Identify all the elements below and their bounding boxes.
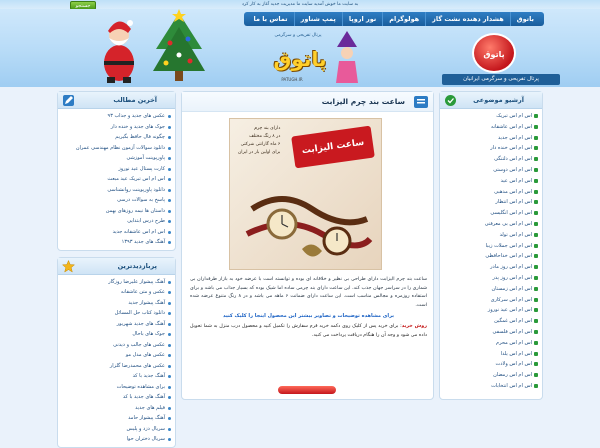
recent-posts-list: [58, 109, 175, 250]
post-text: ساعت بند چرم الیزابت دارای طراحی بی نظیر و خلاقانه ای بوده و توانسته است با عرضه خود به بازار طرفداران بی شماری را در سراسر جهان جذب کند. این ساعت دارای بند چرمی ساده اما شیک بوده که بسیار جذاب می باشد و برای استفاده روزمره و مجالس مناسب است. این ساعت دارای ضمانت ۶ ماهه می باشد و در ۸ رنگ متنوع عرضه شده است.: [190, 277, 427, 308]
list-item[interactable]: اس ام اس سرکاری: [444, 295, 538, 306]
product-features: دارای بند چرم در ۸ رنگ مختلف ۶ ماه گارانتی شرکتی برای اولین بار در ایران: [238, 126, 281, 155]
post-body: [190, 276, 427, 340]
star-icon: [62, 260, 75, 273]
santa-icon: [98, 11, 140, 85]
logo-badge: پاتوق: [472, 33, 516, 73]
list-item[interactable]: جوک های جدید و خنده دار: [62, 122, 171, 133]
list-item[interactable]: دانلود کتاب حل المسائل: [62, 308, 171, 319]
list-item[interactable]: آهنگ های جدید ۱۳۹۳: [62, 237, 171, 248]
list-item[interactable]: اس ام اس خنده دار: [444, 143, 538, 154]
list-item[interactable]: پاسخ به سوالات درسی: [62, 195, 171, 206]
list-item[interactable]: اس ام اس عید نوروز: [444, 305, 538, 316]
brand-subtitle: پرتال تفریحی و سرگرمی: [274, 33, 322, 38]
popular-posts-title: پربازدیدترین: [117, 261, 157, 270]
recent-posts-header: [58, 92, 175, 109]
order-button[interactable]: [277, 385, 337, 395]
archive-header: [440, 92, 542, 109]
list-item[interactable]: اس ام اس مذهبی: [444, 187, 538, 198]
main-nav: [244, 12, 545, 26]
list-item[interactable]: اس ام اس خداحافظی: [444, 251, 538, 262]
main-content: [181, 91, 434, 400]
list-item[interactable]: اس ام اس محرم: [444, 338, 538, 349]
nav-item-gas-alarm[interactable]: هشدار دهنده نشت گاز: [425, 12, 510, 26]
list-item[interactable]: اس ام اس رمضان: [444, 370, 538, 381]
nav-item-europe-light[interactable]: نور اروپا: [342, 12, 382, 26]
logo-tagline: پرتال تفریحی و سرگرمی ایرانیان: [442, 74, 560, 85]
watch-icon: [242, 179, 372, 267]
post-header: [182, 92, 433, 112]
brand-domain: PATUGH.IR: [281, 77, 303, 82]
christmas-tree-icon: [150, 9, 208, 87]
popular-posts-list: [58, 275, 175, 447]
list-item[interactable]: سریال دختران حوا: [62, 434, 171, 445]
list-item[interactable]: آهنگ پیشواز علیرضا روزگار: [62, 277, 171, 288]
list-item[interactable]: دانلود پاورپوینت روانشناسی: [62, 185, 171, 196]
list-item[interactable]: داستان ها نیمه روزهای بهمن: [62, 206, 171, 217]
archive-title: آرشیو موضوعی: [473, 96, 524, 104]
right-sidebar: [439, 91, 543, 400]
list-item[interactable]: برای مشاهده توضیحات: [62, 382, 171, 393]
product-image-tag: ساعت الیزابت: [291, 126, 375, 169]
pencil-icon: [62, 94, 75, 107]
archive-icon: [444, 94, 457, 107]
nav-item-hologram[interactable]: هولوگرام: [382, 12, 425, 26]
list-item[interactable]: سریال دزد و پلیس: [62, 424, 171, 435]
list-item[interactable]: اس ام اس ولادت: [444, 359, 538, 370]
top-notice-text: به سایت ما خوش آمدید سایت ما مدیریت جدید آغاز به کار کرد: [241, 2, 359, 7]
product-image[interactable]: [229, 118, 382, 270]
list-item[interactable]: اس ام اس روز مادر: [444, 262, 538, 273]
list-item[interactable]: اس ام اس روز پدر: [444, 273, 538, 284]
list-item[interactable]: اس ام اس تولد: [444, 230, 538, 241]
list-item[interactable]: اس ام اس تبریک عید مبعث: [62, 174, 171, 185]
list-item[interactable]: اس ام اس عید: [444, 176, 538, 187]
list-item[interactable]: دانلود سوالات آزمون نظام مهندسی عمران: [62, 143, 171, 154]
list-item[interactable]: اس ام اس بی معرفتی: [444, 219, 538, 230]
list-item[interactable]: چگونه فال حافظ بگیریم: [62, 132, 171, 143]
list-item[interactable]: آهنگ های جدید شهریور: [62, 319, 171, 330]
more-details-link[interactable]: برای مشاهده توضیحات و تصاویر بیشتر این محصول اینجا را کلیک کنید: [222, 313, 395, 320]
archive-list: [440, 109, 542, 394]
brand-name: پاتوق: [273, 47, 327, 71]
nav-item-home[interactable]: باتوق: [510, 12, 540, 26]
list-item[interactable]: آهنگ جدید با کد: [62, 371, 171, 382]
popular-posts-box: [57, 257, 176, 448]
purchase-note: [190, 323, 427, 340]
list-item[interactable]: اس ام اس غمگین: [444, 316, 538, 327]
left-sidebar: [57, 91, 176, 442]
list-item[interactable]: اس ام اس انگلیسی: [444, 208, 538, 219]
brand-mascot: [250, 31, 360, 87]
list-item[interactable]: کارت پستال عید نوروز: [62, 164, 171, 175]
document-icon: [413, 95, 429, 109]
list-item[interactable]: عکس و متن عاشقانه: [62, 287, 171, 298]
purchase-note-label: روش خرید: [401, 323, 427, 329]
search-button[interactable]: جستجو: [70, 1, 96, 10]
list-item[interactable]: عکس های جالب و دیدنی: [62, 340, 171, 351]
list-item[interactable]: اس ام اس عاشقانه جدید: [62, 227, 171, 238]
list-item[interactable]: اس ام اس دوستی: [444, 165, 538, 176]
list-item[interactable]: طرح درس ابتدایی: [62, 216, 171, 227]
list-item[interactable]: عکس های مدل مو: [62, 350, 171, 361]
popular-posts-header: [58, 258, 175, 275]
list-item[interactable]: آهنگ های جدید با کد: [62, 392, 171, 403]
list-item[interactable]: اس ام اس انتخابات: [444, 381, 538, 392]
site-header: [0, 9, 600, 87]
nav-item-pump[interactable]: پمپ شناور: [294, 12, 342, 26]
list-item[interactable]: آهنگ پیشواز جدید: [62, 298, 171, 309]
list-item[interactable]: فیلم های جدید: [62, 403, 171, 414]
recent-posts-title: آخرین مطالب: [113, 96, 157, 104]
list-item[interactable]: عکس های محمدرضا گلزار: [62, 361, 171, 372]
list-item[interactable]: جوک های باحال: [62, 329, 171, 340]
list-item[interactable]: اس ام اس عاشقانه: [444, 122, 538, 133]
list-item[interactable]: اس ام اس جملات زیبا: [444, 241, 538, 252]
nav-item-contact[interactable]: تماس با ما: [253, 15, 288, 23]
list-item[interactable]: عکس های جدید و جذاب ۹۳: [62, 111, 171, 122]
site-logo[interactable]: [442, 33, 560, 85]
list-item[interactable]: اس ام اس فلسفی: [444, 327, 538, 338]
list-item[interactable]: پاورپوینت آموزشی: [62, 153, 171, 164]
list-item[interactable]: اس ام اس یلدا: [444, 349, 538, 360]
list-item[interactable]: اس ام اس دلتنگی: [444, 154, 538, 165]
list-item[interactable]: آهنگ پیشواز حامد: [62, 413, 171, 424]
list-item[interactable]: اس ام اس انتظار: [444, 197, 538, 208]
list-item[interactable]: اس ام اس تبریک: [444, 111, 538, 122]
witch-mascot-icon: [334, 31, 360, 87]
post-title[interactable]: ساعت بند چرم الیزابت: [321, 97, 405, 106]
recent-posts-box: [57, 91, 176, 251]
list-item[interactable]: اس ام اس جدید: [444, 133, 538, 144]
list-item[interactable]: اس ام اس زمستان: [444, 284, 538, 295]
purchase-note-text: : برای خرید پس از کلیک روی دکمه خرید فرم سفارش را تکمیل کنید و محصول درب منزل به شما تحویل داده می شود و وجه آن را هنگام دریافت پرداخت می کنید.: [190, 323, 427, 338]
